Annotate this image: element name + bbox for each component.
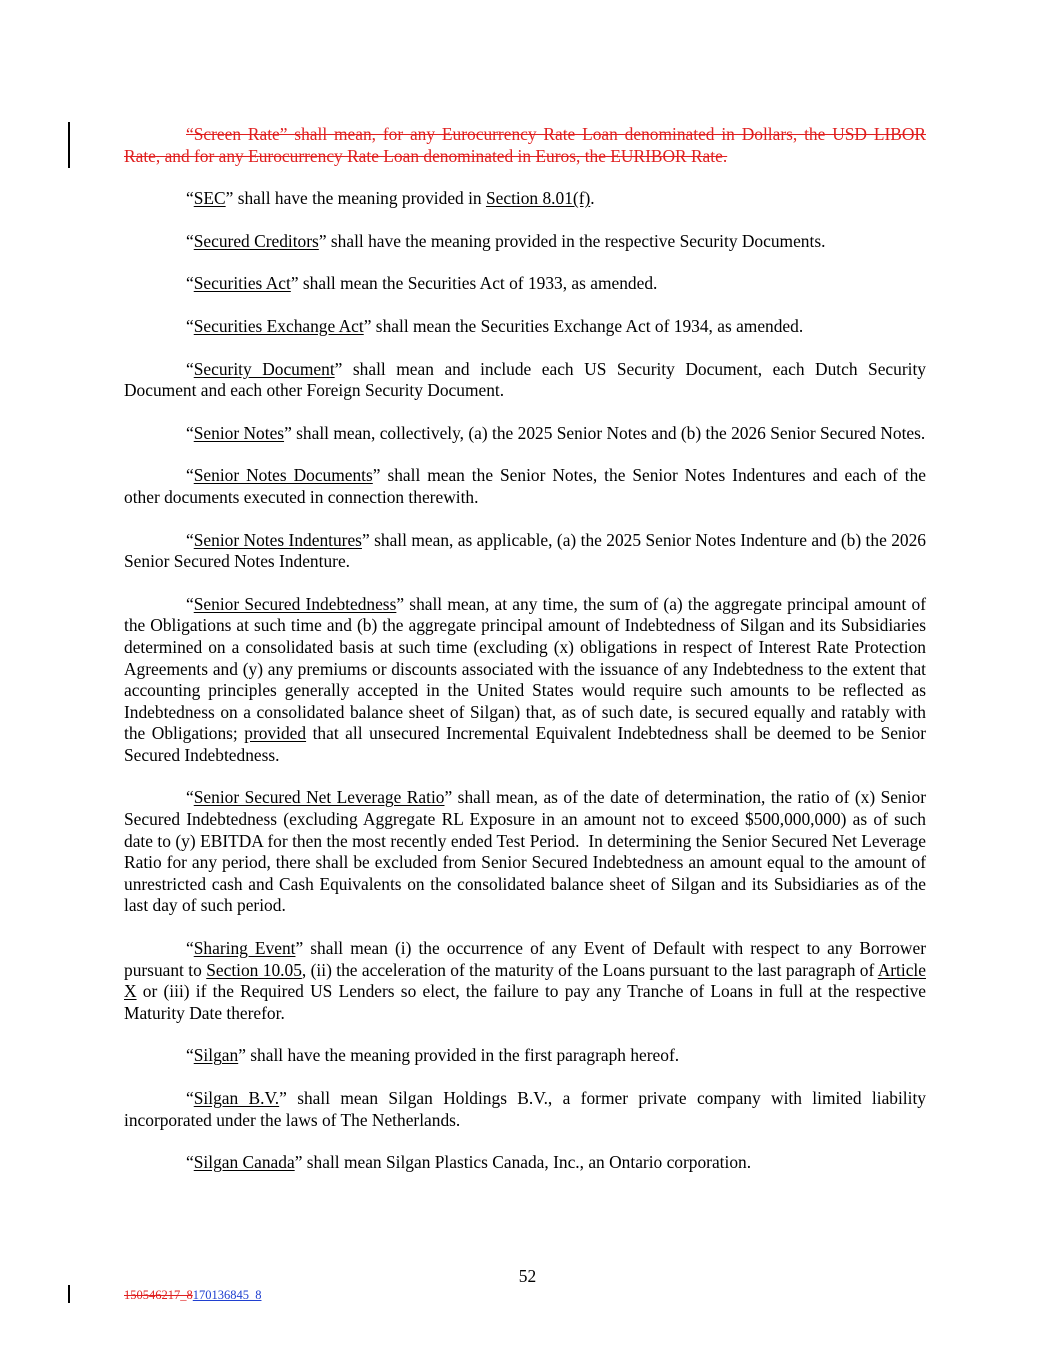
definition-sec: “SEC” shall have the meaning provided in Section 8.01(f). (186, 188, 595, 209)
definition-senior-secured-indebtedness: “Senior Secured Indebtedness” shall mean, at any time, the sum of (a) the aggregate principal amount of the Obligations at such time and (b) the aggregate principal amount of Indebtedness of Silgan and its Subsidiaries determined on a consolidated basis at such time (excluding (x) obligations in respect of Interest Rate Protection Agreements and (y) any premiums or discounts associated with the issuance of any Indebtedness to the extent that accounting principles generally accepted in the United States would require such amounts to be reflected as Indebtedness on a consolidated balance sheet of Silgan) that, as of such date, is secured equally and ratably with the Obligations; provided that all unsecured Incremental Equivalent Indebtedness shall be deemed to be Senior Secured Indebtedness. (124, 593, 927, 765)
document-id-inserted: 170136845_8 (192, 1288, 262, 1302)
change-bar-bottom (68, 1285, 70, 1303)
defined-term: Securities Exchange Act (193, 315, 364, 336)
definition-securities-act: “Securities Act” shall mean the Securities Act of 1933, as amended. (186, 273, 658, 294)
defined-term: Security Document (193, 358, 335, 379)
document-id-deleted: 150546217_8 (124, 1288, 193, 1302)
defined-term: Senior Notes Indentures (193, 529, 362, 550)
defined-term: Sharing Event (193, 938, 296, 959)
definition-secured-creditors: “Secured Creditors” shall have the meaning provided in the respective Security Documents. (186, 230, 826, 251)
provided-underlined: provided (244, 723, 307, 744)
cross-reference-link[interactable]: Article X (124, 959, 926, 1002)
page-number: 52 (518, 1266, 537, 1286)
document-page (124, 124, 926, 1195)
document-id (124, 1288, 262, 1303)
definition-screen-rate-deleted: “Screen Rate” shall mean, for any Eurocurrency Rate Loan denominated in Dollars, the USD LIBOR Rate, and for any Eurocurrency Rate Loan denominated in Euros, the EURIBOR Rate. (124, 124, 926, 166)
defined-term: Securities Act (193, 273, 291, 294)
definition-silgan-canada: “Silgan Canada” shall mean Silgan Plastics Canada, Inc., an Ontario corporation. (186, 1152, 752, 1173)
defined-term: Silgan Canada (193, 1152, 295, 1173)
change-bar-top (68, 122, 70, 168)
defined-term: Senior Notes (193, 422, 285, 443)
definition-securities-exchange-act: “Securities Exchange Act” shall mean the Securities Exchange Act of 1934, as amended. (186, 315, 804, 336)
definition-silgan-bv: “Silgan B.V.” shall mean Silgan Holdings B.V., a former private company with limited liability incorporated under the laws of The Netherlands. (124, 1088, 927, 1130)
defined-term: Senior Secured Indebtedness (193, 593, 397, 614)
defined-term: Senior Secured Net Leverage Ratio (193, 787, 445, 808)
defined-term: Silgan B.V. (193, 1088, 280, 1108)
definition-silgan: “Silgan” shall have the meaning provided in the first paragraph hereof. (186, 1045, 680, 1066)
definition-security-document: “Security Document” shall mean and include each US Security Document, each Dutch Security Document and each other Foreign Security Document. (124, 358, 926, 401)
defined-term: Senior Notes Documents (193, 465, 373, 486)
defined-term: Silgan (193, 1045, 239, 1066)
defined-term: SEC (193, 188, 226, 209)
defined-term: Secured Creditors (193, 230, 319, 251)
cross-reference-link[interactable]: Section 10.05 (206, 959, 302, 980)
definition-senior-notes-indentures: “Senior Notes Indentures” shall mean, as applicable, (a) the 2025 Senior Notes Indenture and (b) the 2026 Senior Secured Notes Indenture. (124, 529, 926, 572)
cross-reference-link[interactable]: Section 8.01(f) (485, 188, 591, 209)
definition-senior-secured-net-leverage-ratio: “Senior Secured Net Leverage Ratio” shall mean, as of the date of determination, the ratio of (x) Senior Secured Indebtedness (excluding Aggregate RL Exposure in an amount not to exceed $500,000,000) as of such date to (y) EBITDA for then the most recently ended Test Period. In determining the Senior Secured Net Leverage Ratio for any period, there shall be excluded from Senior Secured Indebtedness an amount equal to the amount of unrestricted cash and Cash Equivalents on the consolidated balance sheet of Silgan and its Subsidiaries as of the last day of such period. (124, 787, 926, 916)
definition-sharing-event: “Sharing Event” shall mean (i) the occurrence of any Event of Default with respect to any Borrower pursuant to Section 10.05, (ii) the acceleration of the maturity of the Loans pursuant to the last paragraph of Article X or (iii) if the Required US Lenders so elect, the failure to pay any Tranche of Loans in full at the respective Maturity Date therefor. (124, 938, 927, 1023)
definition-senior-notes-documents: “Senior Notes Documents” shall mean the Senior Notes, the Senior Notes Indentures and each of the other documents executed in connection therewith. (124, 465, 926, 507)
definition-senior-notes: “Senior Notes” shall mean, collectively, (a) the 2025 Senior Notes and (b) the 2026 Senior Secured Notes. (186, 422, 926, 443)
